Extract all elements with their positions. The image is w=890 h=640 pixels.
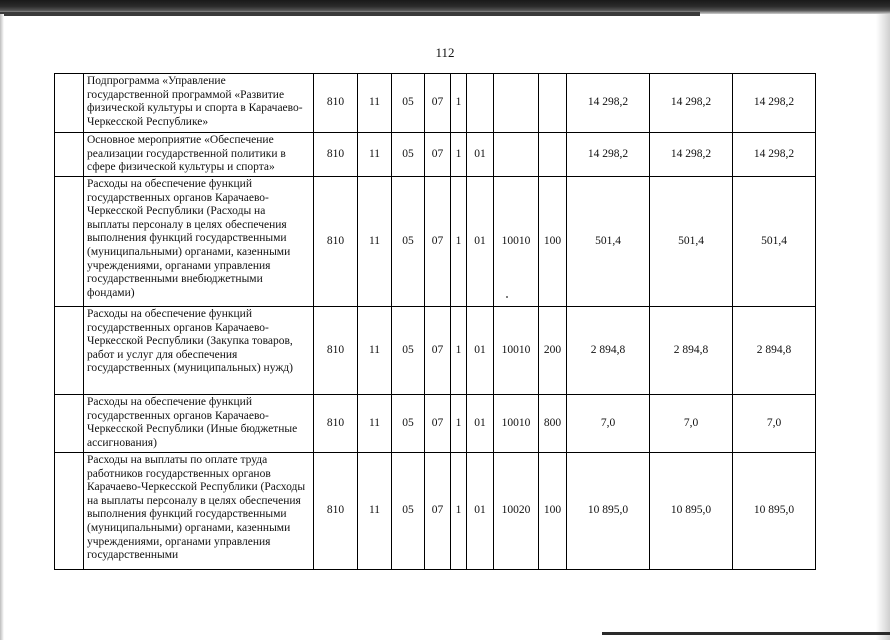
table-body (55, 74, 816, 570)
admin-code: 810 (314, 453, 358, 570)
row-number-cell (55, 133, 84, 177)
sum-year-3: 2 894,8 (733, 307, 816, 395)
expense-type-code: 100 (539, 453, 567, 570)
admin-code: 810 (314, 307, 358, 395)
program-code: 07 (425, 177, 451, 307)
subsection-code: 05 (392, 307, 425, 395)
subprogram-code: 1 (451, 177, 467, 307)
event-code: 01 (467, 177, 494, 307)
table-row (55, 133, 816, 177)
sum-year-2: 14 298,2 (650, 133, 733, 177)
row-number-cell (55, 177, 84, 307)
subprogram-code: 1 (451, 133, 467, 177)
sum-year-3: 14 298,2 (733, 133, 816, 177)
scan-bottom-edge (602, 632, 890, 635)
program-code: 07 (425, 74, 451, 133)
direction-code: 10010 (494, 395, 539, 453)
section-code: 11 (358, 177, 392, 307)
section-code: 11 (358, 453, 392, 570)
sum-year-3: 10 895,0 (733, 453, 816, 570)
scan-right-shadow (876, 14, 890, 640)
sum-year-3: 14 298,2 (733, 74, 816, 133)
event-code: 01 (467, 453, 494, 570)
direction-code (494, 133, 539, 177)
row-number-cell (55, 453, 84, 570)
row-number-cell (55, 307, 84, 395)
subsection-code: 05 (392, 453, 425, 570)
table-row (55, 307, 816, 395)
program-code: 07 (425, 395, 451, 453)
expense-type-code (539, 133, 567, 177)
subsection-code: 05 (392, 395, 425, 453)
sum-year-1: 501,4 (567, 177, 650, 307)
sum-year-3: 7,0 (733, 395, 816, 453)
sum-year-2: 7,0 (650, 395, 733, 453)
budget-table (54, 73, 816, 570)
page-number: 112 (435, 45, 455, 60)
sum-year-2: 10 895,0 (650, 453, 733, 570)
expense-type-code (539, 74, 567, 133)
subprogram-code: 1 (451, 453, 467, 570)
direction-code (494, 74, 539, 133)
program-code: 07 (425, 307, 451, 395)
subsection-code: 05 (392, 74, 425, 133)
sum-year-2: 14 298,2 (650, 74, 733, 133)
sum-year-3: 501,4 (733, 177, 816, 307)
direction-code: 10020 (494, 453, 539, 570)
row-number-cell (55, 74, 84, 133)
section-code: 11 (358, 307, 392, 395)
event-code (467, 74, 494, 133)
row-name: Расходы на обеспечение функций государственных органов Карачаево-Черкесской Республики (Закупка товаров, работ и услуг для обеспечения государственных (муниципальных) нужд) (84, 307, 314, 395)
row-number-cell (55, 395, 84, 453)
subsection-code: 05 (392, 133, 425, 177)
admin-code: 810 (314, 74, 358, 133)
row-name: Расходы на выплаты по оплате труда работников государственных органов Карачаево-Черкесской Республики (Расходы на выплаты персоналу в целях обеспечения выполнения функций государственными (муниципальными) органами, казенными учреждениями, органами управления государственными (84, 453, 314, 570)
direction-code: 10010 (494, 307, 539, 395)
section-code: 11 (358, 133, 392, 177)
table-row (55, 453, 816, 570)
section-code: 11 (358, 74, 392, 133)
event-code: 01 (467, 133, 494, 177)
row-name: Основное мероприятие «Обеспечение реализации государственной политики в сфере физической культуры и спорта» (84, 133, 314, 177)
sum-year-1: 10 895,0 (567, 453, 650, 570)
row-name: Подпрограмма «Управление государственной программой «Развитие физической культуры и спорта в Карачаево-Черкесской Республике» (84, 74, 314, 133)
table-row (55, 395, 816, 453)
admin-code: 810 (314, 133, 358, 177)
sum-year-2: 501,4 (650, 177, 733, 307)
admin-code: 810 (314, 177, 358, 307)
row-name: Расходы на обеспечение функций государственных органов Карачаево-Черкесской Республики (Расходы на выплаты персоналу в целях обеспечения выполнения функций государственными (муниципальными) органами, казенными учреждениями, органами управления государственными внебюджетными фондами) (84, 177, 314, 307)
direction-code: 10010 (494, 177, 539, 307)
section-code: 11 (358, 395, 392, 453)
subprogram-code: 1 (451, 395, 467, 453)
program-code: 07 (425, 133, 451, 177)
subprogram-code: 1 (451, 74, 467, 133)
event-code: 01 (467, 395, 494, 453)
program-code: 07 (425, 453, 451, 570)
expense-type-code: 200 (539, 307, 567, 395)
scan-top-edge-tail (0, 12, 700, 16)
event-code: 01 (467, 307, 494, 395)
sum-year-1: 14 298,2 (567, 133, 650, 177)
expense-type-code: 800 (539, 395, 567, 453)
expense-type-code: 100 (539, 177, 567, 307)
sum-year-1: 2 894,8 (567, 307, 650, 395)
sum-year-2: 2 894,8 (650, 307, 733, 395)
subprogram-code: 1 (451, 307, 467, 395)
scan-left-shadow (0, 14, 4, 640)
sum-year-1: 14 298,2 (567, 74, 650, 133)
table-row (55, 177, 816, 307)
table-row (55, 74, 816, 133)
row-name: Расходы на обеспечение функций государственных органов Карачаево-Черкесской Республики (Иные бюджетные ассигнования) (84, 395, 314, 453)
admin-code: 810 (314, 395, 358, 453)
sum-year-1: 7,0 (567, 395, 650, 453)
subsection-code: 05 (392, 177, 425, 307)
